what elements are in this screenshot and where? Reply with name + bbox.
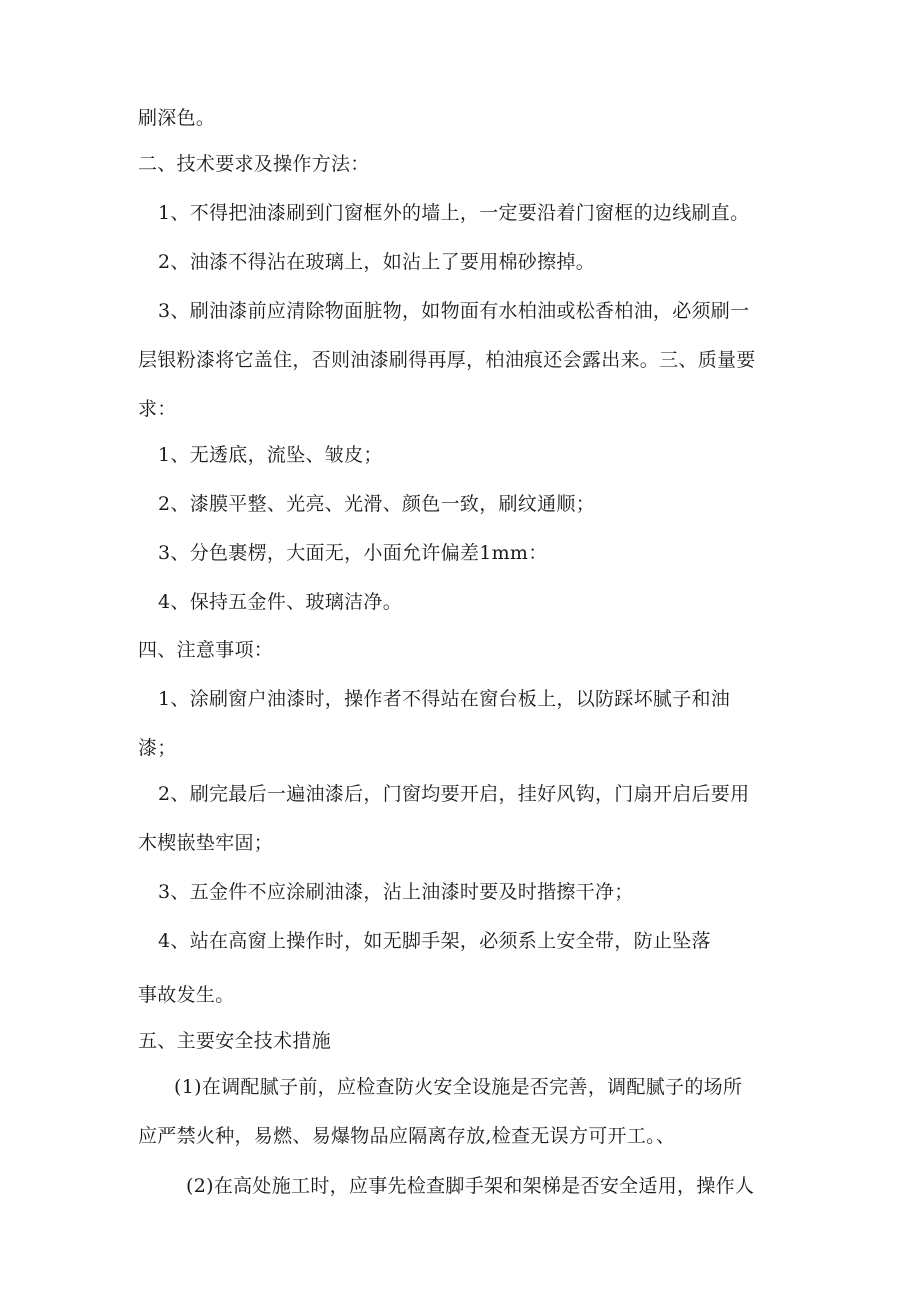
text-line: 事故发生。: [138, 984, 235, 1006]
text-line: 层银粉漆将它盖住，否则油漆刷得再厚，柏油痕还会露出来。三、质量要: [138, 349, 756, 371]
text-line: 刷深色。: [138, 107, 216, 129]
text-line: 1、不得把油漆刷到门窗框外的墙上，一定要沿着门窗框的边线刷直。: [158, 202, 750, 224]
text-line: 4、站在高窗上操作时，如无脚手架，必须系上安全带，防止坠落: [158, 930, 711, 952]
text-line: 漆；: [138, 737, 177, 759]
text-line: 1、无透底，流坠、皱皮；: [158, 444, 383, 466]
text-line: 应严禁火种，易燃、易爆物品应隔离存放,检查无误方可开工。、: [138, 1125, 676, 1147]
section-heading: 四、注意事项：: [138, 639, 274, 661]
text-line: (1)在调配腻子前，应检查防火安全设施是否完善，调配腻子的场所: [174, 1076, 743, 1098]
text-line: 4、保持五金件、玻璃洁净。: [158, 591, 402, 613]
text-line: (2)在高处施工时，应事先检查脚手架和架梯是否安全适用，操作人: [186, 1175, 755, 1197]
text-line: 2、刷完最后一遍油漆后，门窗均要开启，挂好风钩，门扇开启后要用: [158, 783, 750, 805]
text-line: 3、刷油漆前应清除物面脏物，如物面有水柏油或松香柏油，必须刷一: [158, 300, 750, 322]
text-line: 3、五金件不应涂刷油漆，沾上油漆时要及时揩擦干净；: [158, 881, 634, 903]
text-line: 1、涂刷窗户油漆时，操作者不得站在窗台板上，以防踩坏腻子和油: [158, 688, 731, 710]
text-line: 求：: [138, 398, 177, 420]
text-line: 木楔嵌垫牢固；: [138, 832, 274, 854]
text-line: 3、分色裹楞，大面无，小面允许偏差1mm：: [158, 542, 548, 564]
text-line: 2、漆膜平整、光亮、光滑、颜色一致，刷纹通顺；: [158, 493, 595, 515]
section-heading: 二、技术要求及操作方法：: [138, 153, 370, 175]
section-heading: 五、主要安全技术措施: [138, 1030, 332, 1052]
text-line: 2、油漆不得沾在玻璃上，如沾上了要用棉砂擦掉。: [158, 251, 595, 273]
